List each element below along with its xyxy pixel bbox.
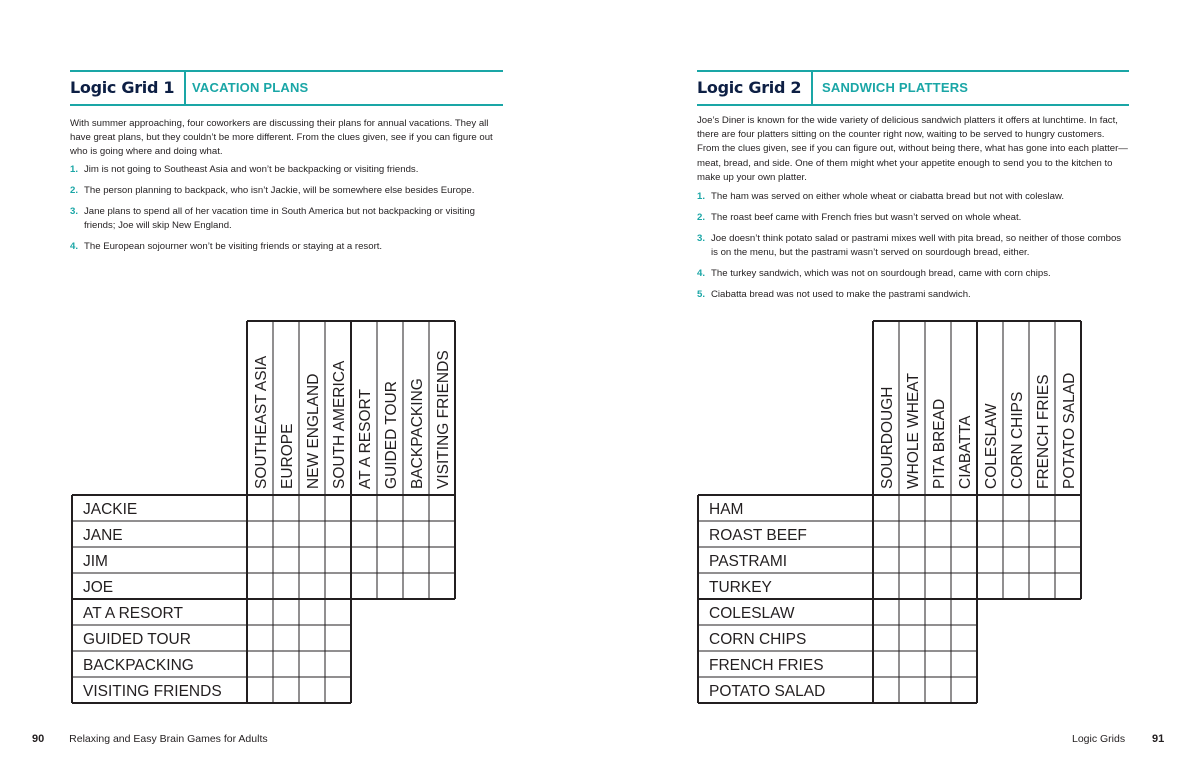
grid-cell[interactable] (873, 547, 899, 573)
clue-text: The person planning to backpack, who isn’t Jackie, will be somewhere else besides Europe. (84, 185, 475, 196)
grid-cell[interactable] (951, 547, 977, 573)
grid-cell[interactable] (377, 495, 403, 521)
grid-cell[interactable] (873, 495, 899, 521)
clue-text: The turkey sandwich, which was not on sourdough bread, came with corn chips. (711, 268, 1051, 279)
column-label: COLESLAW (983, 403, 1000, 489)
row-label: FRENCH FRIES (709, 657, 824, 674)
grid-cell[interactable] (325, 547, 351, 573)
column-label: PITA BREAD (931, 398, 948, 489)
grid-cell[interactable] (273, 599, 299, 625)
row-label: POTATO SALAD (709, 683, 826, 700)
grid-cell[interactable] (873, 625, 899, 651)
grid-cell[interactable] (403, 521, 429, 547)
clue-text: Ciabatta bread was not used to make the pastrami sandwich. (711, 289, 971, 300)
grid-cell[interactable] (273, 677, 299, 703)
column-label: BACKPACKING (409, 378, 426, 489)
row-label: BACKPACKING (83, 657, 194, 674)
grid-cell[interactable] (1055, 495, 1081, 521)
column-label: EUROPE (279, 423, 296, 489)
grid-cell[interactable] (925, 625, 951, 651)
grid-cell[interactable] (1055, 521, 1081, 547)
grid-cell[interactable] (325, 573, 351, 599)
grid-cell[interactable] (899, 547, 925, 573)
column-label: VISITING FRIENDS (435, 350, 452, 489)
row-label: JANE (83, 527, 123, 544)
grid-cell[interactable] (325, 677, 351, 703)
grid-cell[interactable] (899, 599, 925, 625)
grid-cell[interactable] (325, 521, 351, 547)
grid-cell[interactable] (1029, 547, 1055, 573)
row-label: COLESLAW (709, 605, 795, 622)
grid-cell[interactable] (403, 573, 429, 599)
column-label: FRENCH FRIES (1035, 374, 1052, 489)
grid-cell[interactable] (247, 521, 273, 547)
grid-cell[interactable] (247, 651, 273, 677)
clue-text: The European sojourner won’t be visiting friends or staying at a resort. (84, 241, 383, 252)
grid-cell[interactable] (247, 495, 273, 521)
row-label: CORN CHIPS (709, 631, 807, 648)
row-label: JIM (83, 553, 108, 570)
running-title: Relaxing and Easy Brain Games for Adults (69, 733, 268, 745)
column-label: CIABATTA (957, 415, 974, 489)
grid-cell[interactable] (429, 547, 455, 573)
grid-cell[interactable] (299, 547, 325, 573)
grid-cell[interactable] (873, 521, 899, 547)
grid-cell[interactable] (1003, 521, 1029, 547)
row-label: GUIDED TOUR (83, 631, 191, 648)
row-label: JOE (83, 579, 114, 596)
grid-cell[interactable] (247, 573, 273, 599)
grid-cell[interactable] (873, 599, 899, 625)
grid-cell[interactable] (273, 547, 299, 573)
grid-cell[interactable] (977, 547, 1003, 573)
column-label: SOUTHEAST ASIA (253, 355, 270, 489)
column-label: CORN CHIPS (1009, 391, 1026, 489)
grid-cell[interactable] (351, 495, 377, 521)
grid-cell[interactable] (247, 677, 273, 703)
grid-cell[interactable] (977, 573, 1003, 599)
column-label: POTATO SALAD (1061, 372, 1078, 489)
clue-text: The roast beef came with French fries but wasn’t served on whole wheat. (711, 212, 1022, 223)
grid-cell[interactable] (273, 573, 299, 599)
clue-number: 4. (70, 241, 79, 252)
grid-cell[interactable] (325, 651, 351, 677)
column-label: NEW ENGLAND (305, 373, 322, 489)
running-title: Logic Grids (1072, 733, 1126, 745)
page-number: 91 (1152, 733, 1165, 745)
puzzle-title: VACATION PLANS (192, 80, 309, 95)
grid-cell[interactable] (1055, 547, 1081, 573)
clue-text: Jane plans to spend all of her vacation time in South America but not backpacking or visiting friends; Joe will skip New England. (84, 206, 475, 231)
grid-cell[interactable] (351, 547, 377, 573)
grid-cell[interactable] (899, 521, 925, 547)
clue-number: 3. (70, 206, 79, 217)
row-label: JACKIE (83, 501, 138, 518)
grid-cell[interactable] (925, 495, 951, 521)
column-label: GUIDED TOUR (383, 381, 400, 489)
grid-cell[interactable] (951, 521, 977, 547)
clue-number: 2. (697, 212, 706, 223)
grid-cell[interactable] (1029, 573, 1055, 599)
grid-label: Logic Grid 2 (697, 72, 813, 104)
puzzle-title: SANDWICH PLATTERS (822, 80, 969, 95)
grid-cell[interactable] (299, 521, 325, 547)
puzzle-intro: Joe’s Diner is known for the wide variety of delicious sandwich platters it offers at lunchtime. In fact, there are four platters sitting on the counter right now, waiting to be served to hungry customers. From the clues given, see if you can figure out, without being there, what has gone into each platter—meat, bread, and side. One of them might whet your appetite enough to send you to the kitchen to make up your own platter. (697, 115, 1128, 183)
grid-cell[interactable] (273, 625, 299, 651)
grid-cell[interactable] (299, 599, 325, 625)
grid-cell[interactable] (925, 573, 951, 599)
row-label: AT A RESORT (83, 605, 183, 622)
grid-cell[interactable] (403, 495, 429, 521)
grid-cell[interactable] (873, 677, 899, 703)
grid-cell[interactable] (951, 573, 977, 599)
grid-cell[interactable] (1003, 495, 1029, 521)
puzzle-intro: With summer approaching, four coworkers are discussing their plans for annual vacations. They all have great plans, but they couldn’t be more different. From the clues given, see if you can figure out who is going where and doing what. (70, 118, 493, 158)
grid-cell[interactable] (899, 495, 925, 521)
grid-cell[interactable] (325, 495, 351, 521)
grid-cell[interactable] (951, 599, 977, 625)
clue-number: 2. (70, 185, 79, 196)
grid-cell[interactable] (925, 651, 951, 677)
column-label: WHOLE WHEAT (905, 373, 922, 489)
grid-cell[interactable] (325, 625, 351, 651)
grid-cell[interactable] (299, 677, 325, 703)
clue-number: 5. (697, 289, 706, 300)
row-label: TURKEY (709, 579, 772, 596)
grid-cell[interactable] (925, 547, 951, 573)
grid-cell[interactable] (873, 651, 899, 677)
column-label: AT A RESORT (357, 389, 374, 489)
row-label: VISITING FRIENDS (83, 683, 222, 700)
grid-cell[interactable] (429, 573, 455, 599)
grid-cell[interactable] (899, 651, 925, 677)
column-label: SOURDOUGH (879, 386, 896, 489)
grid-cell[interactable] (925, 599, 951, 625)
clue-text: Jim is not going to Southeast Asia and won’t be backpacking or visiting friends. (84, 164, 419, 175)
grid-cell[interactable] (351, 573, 377, 599)
grid-cell[interactable] (403, 547, 429, 573)
grid-cell[interactable] (951, 651, 977, 677)
grid-cell[interactable] (351, 521, 377, 547)
grid-label: Logic Grid 1 (70, 72, 186, 104)
grid-cell[interactable] (247, 547, 273, 573)
grid-cell[interactable] (299, 573, 325, 599)
grid-cell[interactable] (247, 625, 273, 651)
page-number: 90 (32, 733, 45, 745)
grid-cell[interactable] (273, 651, 299, 677)
grid-cell[interactable] (325, 599, 351, 625)
grid-cell[interactable] (1029, 495, 1055, 521)
grid-cell[interactable] (951, 677, 977, 703)
grid-cell[interactable] (377, 521, 403, 547)
grid-cell[interactable] (951, 495, 977, 521)
grid-cell[interactable] (299, 625, 325, 651)
grid-cell[interactable] (1029, 521, 1055, 547)
grid-cell[interactable] (429, 521, 455, 547)
grid-cell[interactable] (899, 625, 925, 651)
grid-cell[interactable] (899, 677, 925, 703)
column-label: SOUTH AMERICA (331, 360, 348, 489)
grid-cell[interactable] (1003, 547, 1029, 573)
row-label: HAM (709, 501, 744, 518)
grid-cell[interactable] (977, 521, 1003, 547)
grid-cell[interactable] (925, 521, 951, 547)
grid-cell[interactable] (247, 599, 273, 625)
grid-cell[interactable] (925, 677, 951, 703)
grid-cell[interactable] (299, 651, 325, 677)
grid-cell[interactable] (899, 573, 925, 599)
clue-text: The ham was served on either whole wheat or ciabatta bread but not with coleslaw. (711, 191, 1065, 202)
clue-number: 1. (70, 164, 79, 175)
grid-cell[interactable] (429, 495, 455, 521)
grid-cell[interactable] (377, 547, 403, 573)
clue-number: 4. (697, 268, 706, 279)
grid-cell[interactable] (1003, 573, 1029, 599)
grid-cell[interactable] (299, 495, 325, 521)
grid-cell[interactable] (977, 495, 1003, 521)
grid-cell[interactable] (273, 521, 299, 547)
grid-cell[interactable] (377, 573, 403, 599)
clue-text: Joe doesn’t think potato salad or pastrami mixes well with pita bread, so neither of those combos is on the menu, but the pastrami wasn’t served on sourdough bread, either. (711, 233, 1122, 258)
row-label: ROAST BEEF (709, 527, 807, 544)
grid-cell[interactable] (273, 495, 299, 521)
grid-cell[interactable] (1055, 573, 1081, 599)
grid-cell[interactable] (873, 573, 899, 599)
grid-cell[interactable] (951, 625, 977, 651)
clue-number: 3. (697, 233, 706, 244)
row-label: PASTRAMI (709, 553, 788, 570)
clue-number: 1. (697, 191, 706, 202)
